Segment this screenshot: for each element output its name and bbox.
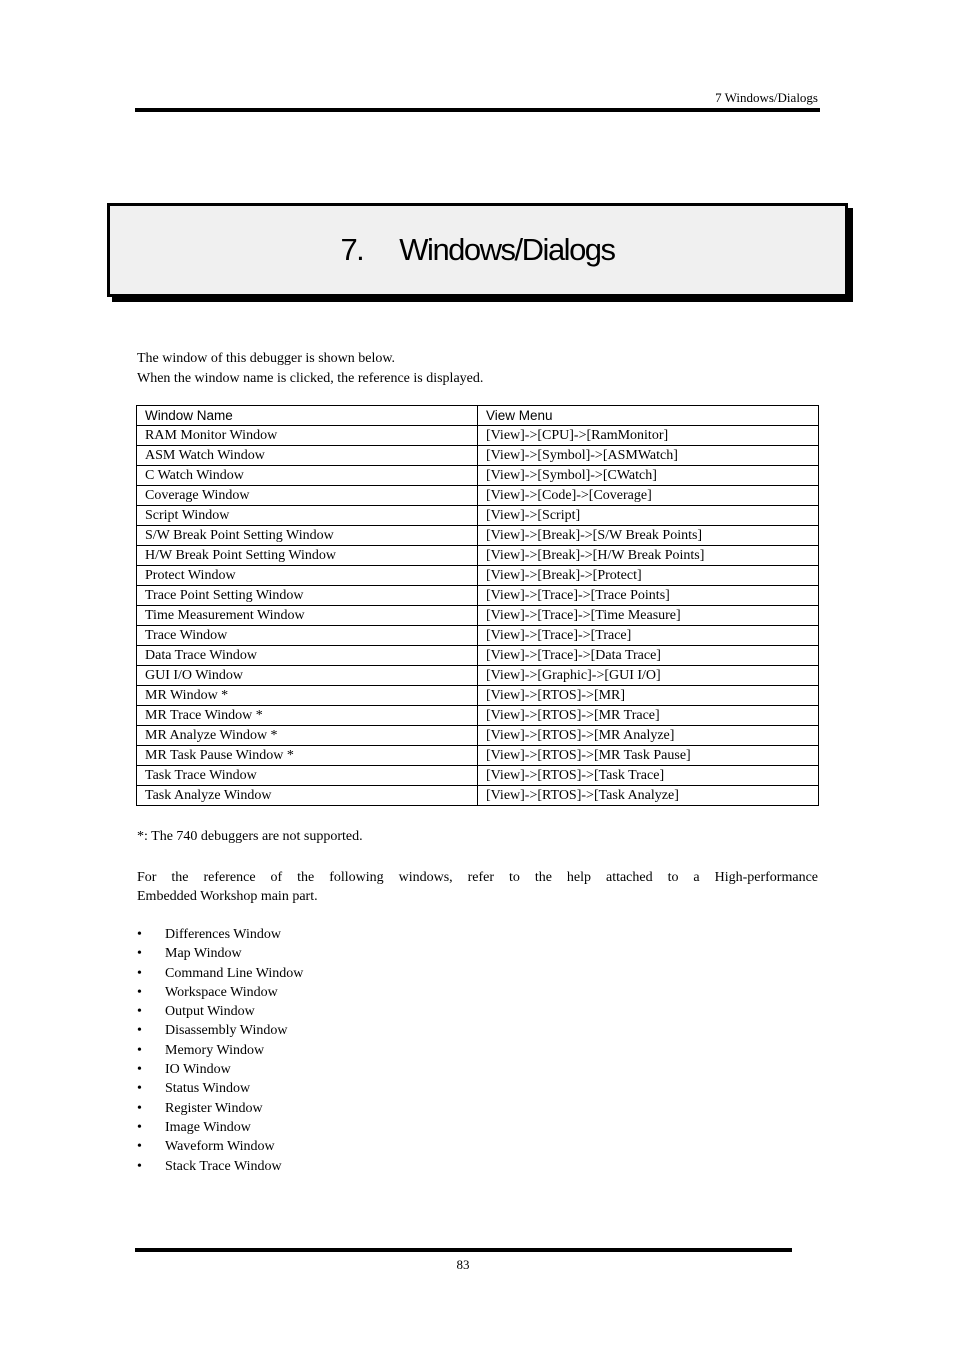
view-menu-cell: [View]->[Break]->[H/W Break Points] — [478, 546, 819, 566]
window-name-cell[interactable]: Task Analyze Window — [137, 786, 478, 806]
window-name-cell[interactable]: C Watch Window — [137, 466, 478, 486]
list-item-label: Output Window — [165, 1004, 255, 1020]
window-name-cell[interactable]: Script Window — [137, 506, 478, 526]
chapter-name: Windows/Dialogs — [399, 232, 615, 267]
view-menu-cell: [View]->[Break]->[Protect] — [478, 566, 819, 586]
bullet-icon: • — [137, 1023, 142, 1039]
bullet-icon: • — [137, 1062, 142, 1078]
list-item-label: Waveform Window — [165, 1139, 275, 1155]
running-header: 7 Windows/Dialogs — [715, 90, 818, 105]
list-item-label: Image Window — [165, 1119, 251, 1135]
list-item — [137, 1137, 303, 1156]
chapter-title — [340, 232, 614, 268]
view-menu-cell: [View]->[RTOS]->[MR] — [478, 686, 819, 706]
window-name-cell[interactable]: Time Measurement Window — [137, 606, 478, 626]
footnote: *: The 740 debuggers are not supported. — [137, 829, 363, 844]
list-item-label: Memory Window — [165, 1042, 265, 1058]
list-item-label: Command Line Window — [165, 965, 304, 981]
page-number: 83 — [456, 1257, 470, 1272]
bullet-icon: • — [137, 1004, 142, 1020]
list-item — [137, 1002, 303, 1021]
bullet-icon: • — [137, 1119, 142, 1135]
bullet-icon: • — [137, 984, 142, 1000]
list-item-label: IO Window — [165, 1062, 231, 1078]
reference-line-1: For the reference of the following windows, refer to the help attached to a High-performance — [137, 870, 818, 885]
view-menu-cell: [View]->[RTOS]->[Task Trace] — [478, 766, 819, 786]
table-row — [137, 446, 819, 466]
window-name-cell[interactable]: Trace Window — [137, 626, 478, 646]
table-row — [137, 686, 819, 706]
list-item — [137, 1079, 303, 1098]
table-row — [137, 566, 819, 586]
window-bullet-list — [137, 925, 303, 1176]
list-item — [137, 1118, 303, 1137]
table-row — [137, 426, 819, 446]
column-header-view-menu: View Menu — [478, 406, 819, 426]
reference-paragraph — [137, 868, 818, 906]
view-menu-cell: [View]->[Trace]->[Time Measure] — [478, 606, 819, 626]
window-table — [136, 405, 819, 806]
bullet-icon: • — [137, 1139, 142, 1155]
list-item — [137, 1041, 303, 1060]
intro-line-2: When the window name is clicked, the reference is displayed. — [137, 371, 484, 386]
view-menu-cell: [View]->[RTOS]->[MR Trace] — [478, 706, 819, 726]
window-name-cell[interactable]: MR Analyze Window * — [137, 726, 478, 746]
bullet-icon: • — [137, 1100, 142, 1116]
list-item-label: Map Window — [165, 946, 242, 962]
bullet-icon: • — [137, 1042, 142, 1058]
view-menu-cell: [View]->[Trace]->[Data Trace] — [478, 646, 819, 666]
list-item — [137, 944, 303, 963]
table-row — [137, 486, 819, 506]
table-row — [137, 666, 819, 686]
list-item — [137, 1060, 303, 1079]
window-name-cell[interactable]: MR Task Pause Window * — [137, 746, 478, 766]
window-name-cell[interactable]: GUI I/O Window — [137, 666, 478, 686]
window-name-cell[interactable]: ASM Watch Window — [137, 446, 478, 466]
table-row — [137, 506, 819, 526]
window-name-cell[interactable]: Data Trace Window — [137, 646, 478, 666]
table-row — [137, 746, 819, 766]
reference-line-2: Embedded Workshop main part. — [137, 889, 318, 904]
list-item-label: Disassembly Window — [165, 1023, 288, 1039]
view-menu-cell: [View]->[Symbol]->[ASMWatch] — [478, 446, 819, 466]
list-item-label: Register Window — [165, 1100, 263, 1116]
window-name-cell[interactable]: Task Trace Window — [137, 766, 478, 786]
table-row — [137, 526, 819, 546]
table-row — [137, 626, 819, 646]
view-menu-cell: [View]->[RTOS]->[MR Task Pause] — [478, 746, 819, 766]
table-row — [137, 706, 819, 726]
intro-text — [137, 349, 483, 389]
window-name-cell[interactable]: MR Trace Window * — [137, 706, 478, 726]
chapter-heading-box — [107, 203, 848, 297]
list-item — [137, 983, 303, 1002]
view-menu-cell: [View]->[CPU]->[RamMonitor] — [478, 426, 819, 446]
table-row — [137, 466, 819, 486]
table-row — [137, 786, 819, 806]
column-header-window-name: Window Name — [137, 406, 478, 426]
view-menu-cell: [View]->[Trace]->[Trace] — [478, 626, 819, 646]
footer-rule — [135, 1248, 792, 1252]
table-header-row — [137, 406, 819, 426]
intro-line-1: The window of this debugger is shown below. — [137, 351, 396, 366]
view-menu-cell: [View]->[RTOS]->[MR Analyze] — [478, 726, 819, 746]
window-name-cell[interactable]: S/W Break Point Setting Window — [137, 526, 478, 546]
list-item — [137, 1021, 303, 1040]
window-name-cell[interactable]: Protect Window — [137, 566, 478, 586]
list-item — [137, 1099, 303, 1118]
list-item-label: Status Window — [165, 1081, 251, 1097]
view-menu-cell: [View]->[Code]->[Coverage] — [478, 486, 819, 506]
bullet-icon: • — [137, 965, 142, 981]
view-menu-cell: [View]->[Symbol]->[CWatch] — [478, 466, 819, 486]
bullet-icon: • — [137, 1158, 142, 1174]
table-row — [137, 646, 819, 666]
header-rule — [135, 108, 820, 112]
list-item — [137, 964, 303, 983]
table-body — [137, 426, 819, 806]
table-row — [137, 726, 819, 746]
window-name-cell[interactable]: H/W Break Point Setting Window — [137, 546, 478, 566]
table-row — [137, 546, 819, 566]
window-name-cell[interactable]: Trace Point Setting Window — [137, 586, 478, 606]
bullet-icon: • — [137, 1081, 142, 1097]
table-row — [137, 766, 819, 786]
list-item — [137, 925, 303, 944]
view-menu-cell: [View]->[Script] — [478, 506, 819, 526]
bullet-icon: • — [137, 927, 142, 942]
view-menu-cell: [View]->[RTOS]->[Task Analyze] — [478, 786, 819, 806]
list-item-label: Workspace Window — [165, 984, 278, 1000]
chapter-number: 7. — [340, 232, 364, 267]
window-name-cell[interactable]: RAM Monitor Window — [137, 426, 478, 446]
list-item — [137, 1157, 303, 1176]
table-row — [137, 586, 819, 606]
list-item-label: Differences Window — [165, 927, 281, 942]
table-row — [137, 606, 819, 626]
view-menu-cell: [View]->[Break]->[S/W Break Points] — [478, 526, 819, 546]
view-menu-cell: [View]->[Trace]->[Trace Points] — [478, 586, 819, 606]
list-item-label: Stack Trace Window — [165, 1158, 282, 1174]
window-name-cell[interactable]: Coverage Window — [137, 486, 478, 506]
view-menu-cell: [View]->[Graphic]->[GUI I/O] — [478, 666, 819, 686]
window-name-cell[interactable]: MR Window * — [137, 686, 478, 706]
bullet-icon: • — [137, 946, 142, 962]
